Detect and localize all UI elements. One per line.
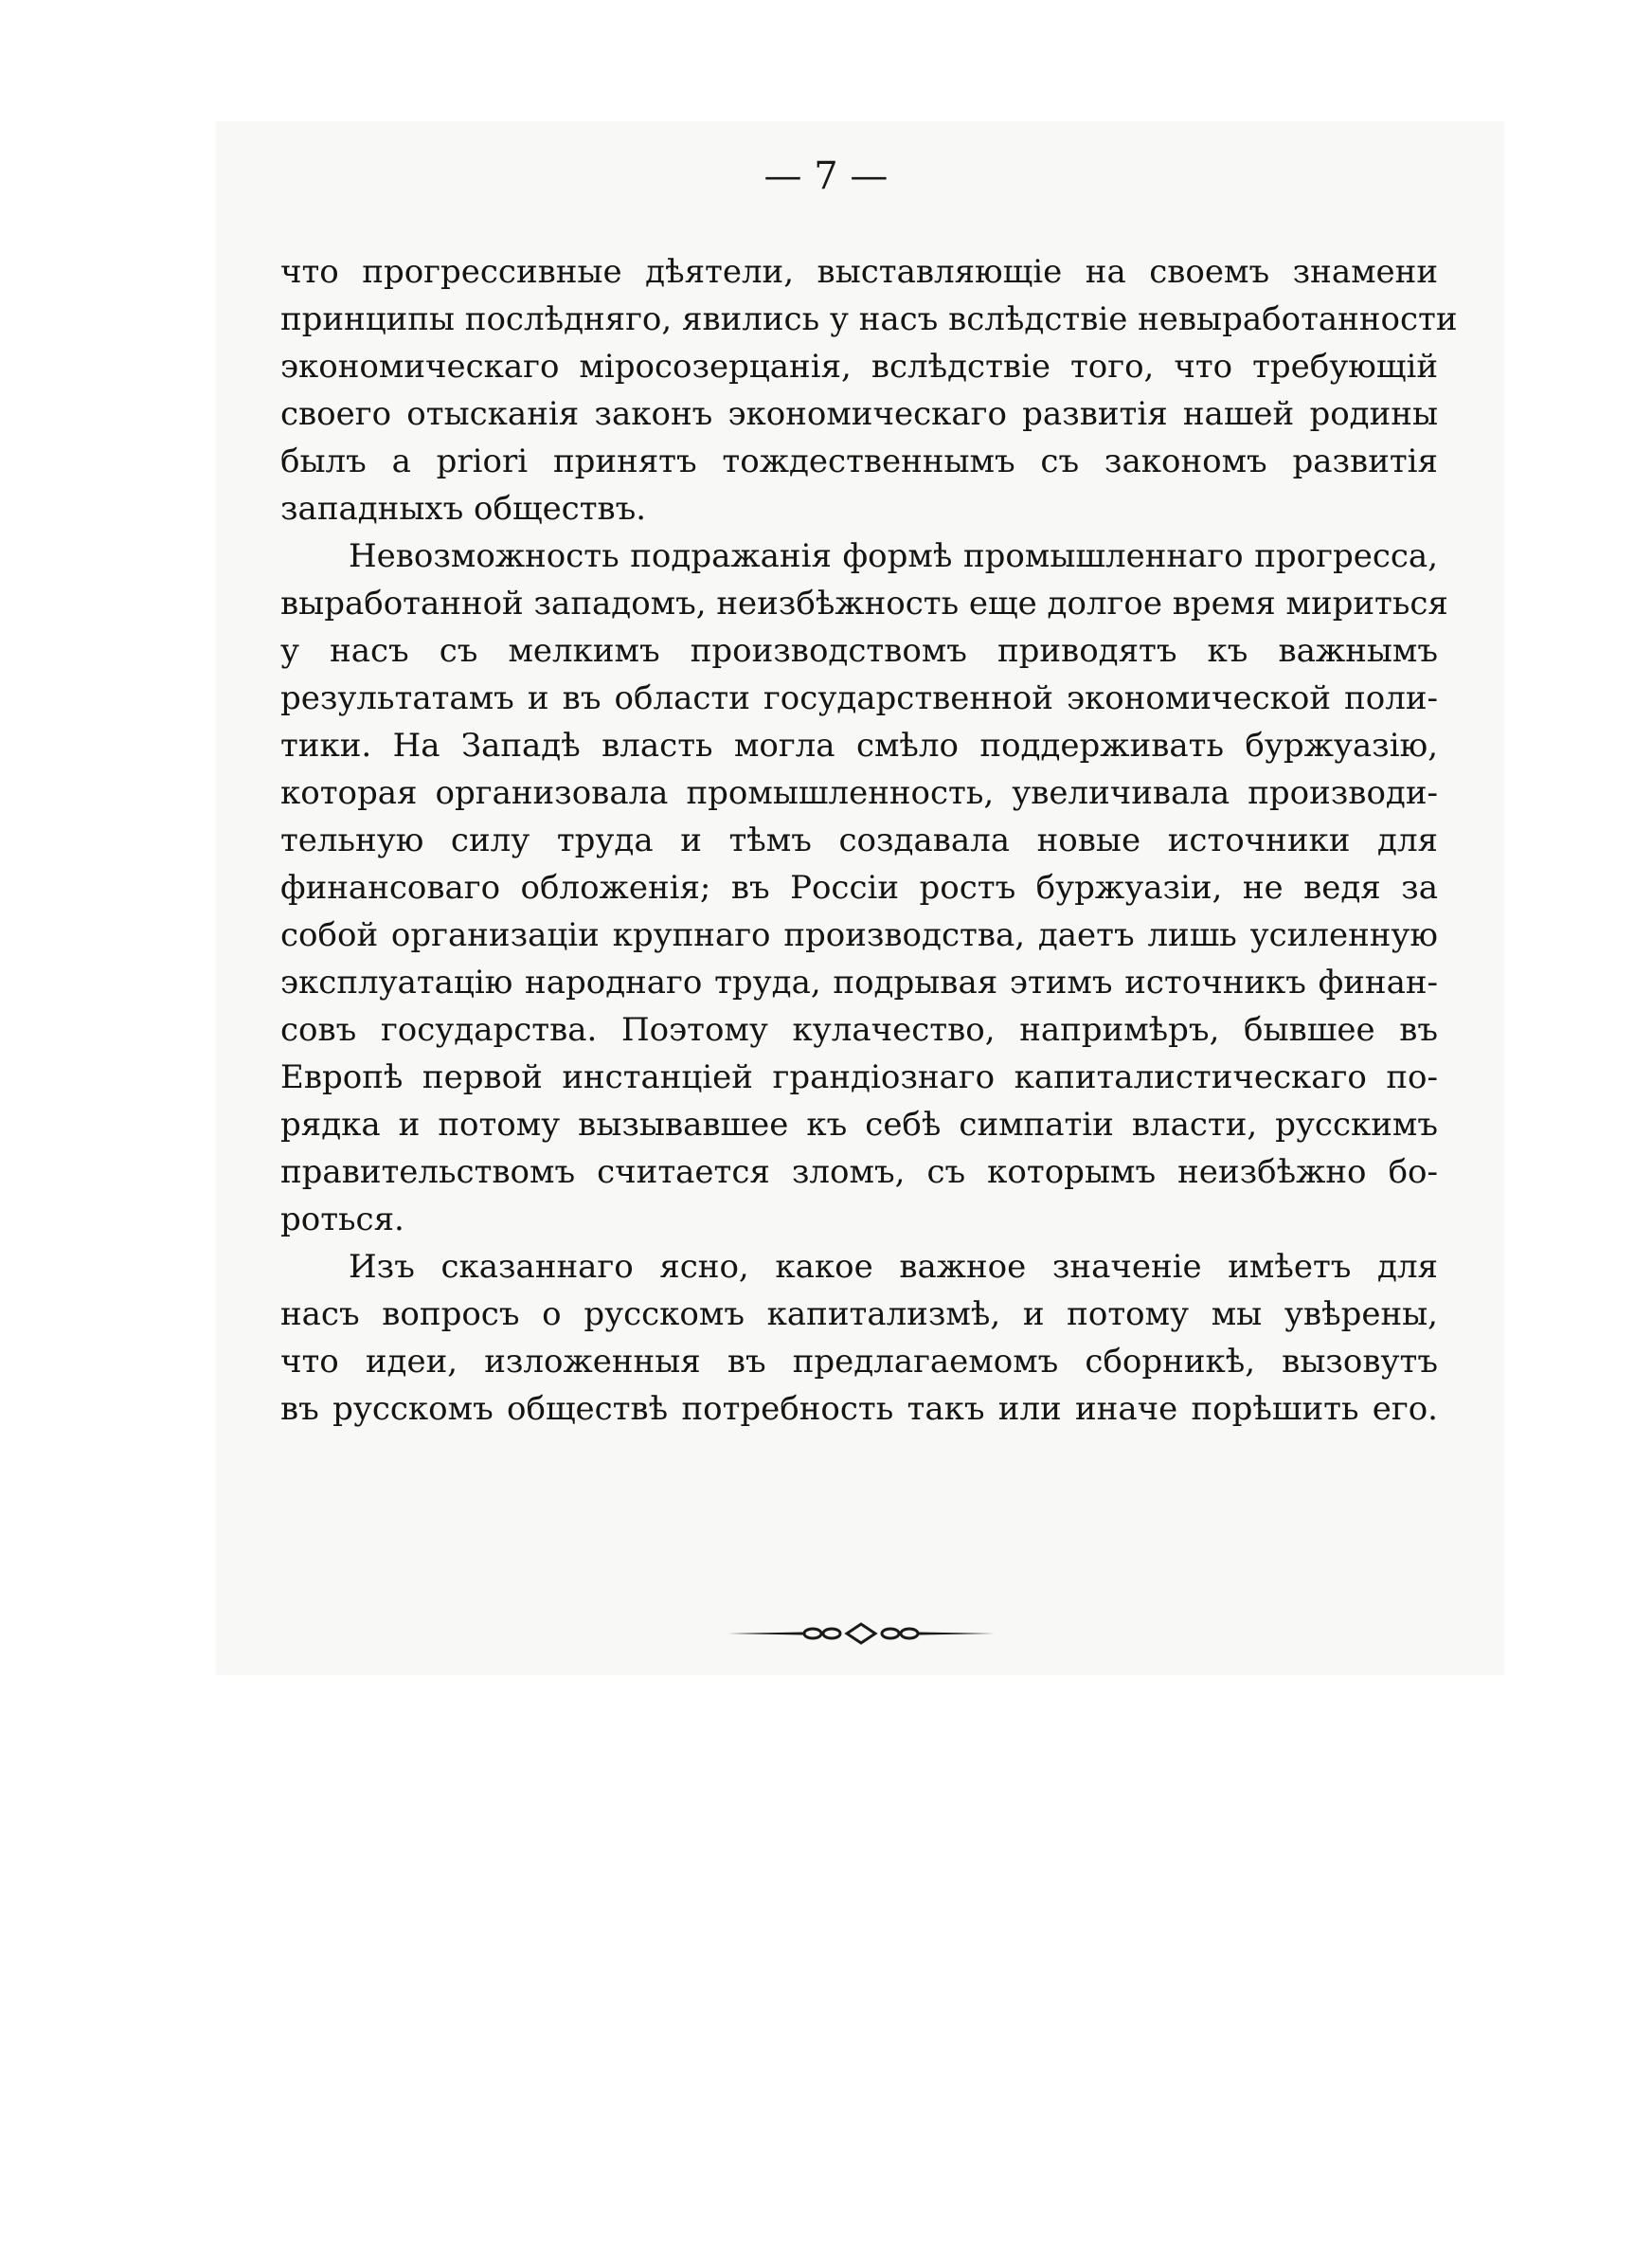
text-line: былъ a priori принятъ тождественнымъ съ закономъ развитія [280,442,1438,480]
text-line: результатамъ и въ области государственной экономической поли- [280,679,1438,717]
text-line: тельную силу труда и тѣмъ создавала новые источники для [280,822,1438,859]
text-line: въ русскомъ обществѣ потребность такъ или иначе порѣшить его. [280,1390,1438,1428]
text-line: Изъ сказаннаго ясно, какое важное значеніе имѣетъ для [349,1248,1438,1286]
text-line: западныхъ обществъ. [280,490,647,528]
text-line: принципы послѣдняго, явились у насъ вслѣдствіе невыработанности [280,300,1458,338]
text-line: Европѣ первой инстанціей грандіознаго капиталистическаго по- [280,1058,1438,1096]
body-text [280,248,1458,1433]
text-line: собой организаціи крупнаго производства, даетъ лишь усиленную [280,916,1438,954]
text-line: роться. [280,1201,404,1238]
paragraph-1 [280,248,1458,533]
text-line: правительствомъ считается зломъ, съ которымъ неизбѣжно бо- [280,1153,1438,1191]
text-line: рядка и потому вызывавшее къ себѣ симпатіи власти, русскимъ [280,1106,1438,1144]
decorative-tailpiece-icon [727,1616,995,1651]
text-line: выработанной западомъ, неизбѣжность еще долгое время мириться [280,585,1448,623]
text-line: своего отысканія законъ экономическаго развитія нашей родины [280,395,1438,433]
text-line: Невозможность подражанія формѣ промышленнаго прогресса, [349,537,1438,575]
text-line: экономическаго міросозерцанія, вслѣдствіе того, что требующій [280,348,1438,386]
text-line: у насъ съ мелкимъ производствомъ приводятъ къ важнымъ [280,632,1438,670]
text-line: насъ вопросъ о русскомъ капитализмѣ, и потому мы увѣрены, [280,1295,1438,1333]
text-line: совъ государства. Поэтому кулачество, напримѣръ, бывшее въ [280,1011,1438,1049]
paragraph-2 [280,533,1448,1243]
page-number: — 7 — [763,154,889,198]
text-line: что прогрессивные дѣятели, выставляющіе на своемъ знамени [280,253,1438,291]
text-line: которая организовала промышленность, увеличивала производи- [280,774,1438,812]
text-line: эксплуатацію народнаго труда, подрывая этимъ источникъ финан- [280,964,1438,1002]
text-line: финансоваго обложенія; въ Россіи ростъ буржуазіи, не ведя за [280,869,1438,907]
paragraph-3 [280,1243,1438,1433]
text-line: тики. На Западѣ власть могла смѣло поддерживать буржуазію, [280,727,1438,765]
text-line: что идеи, изложенныя въ предлагаемомъ сборникѣ, вызовутъ [280,1343,1438,1381]
